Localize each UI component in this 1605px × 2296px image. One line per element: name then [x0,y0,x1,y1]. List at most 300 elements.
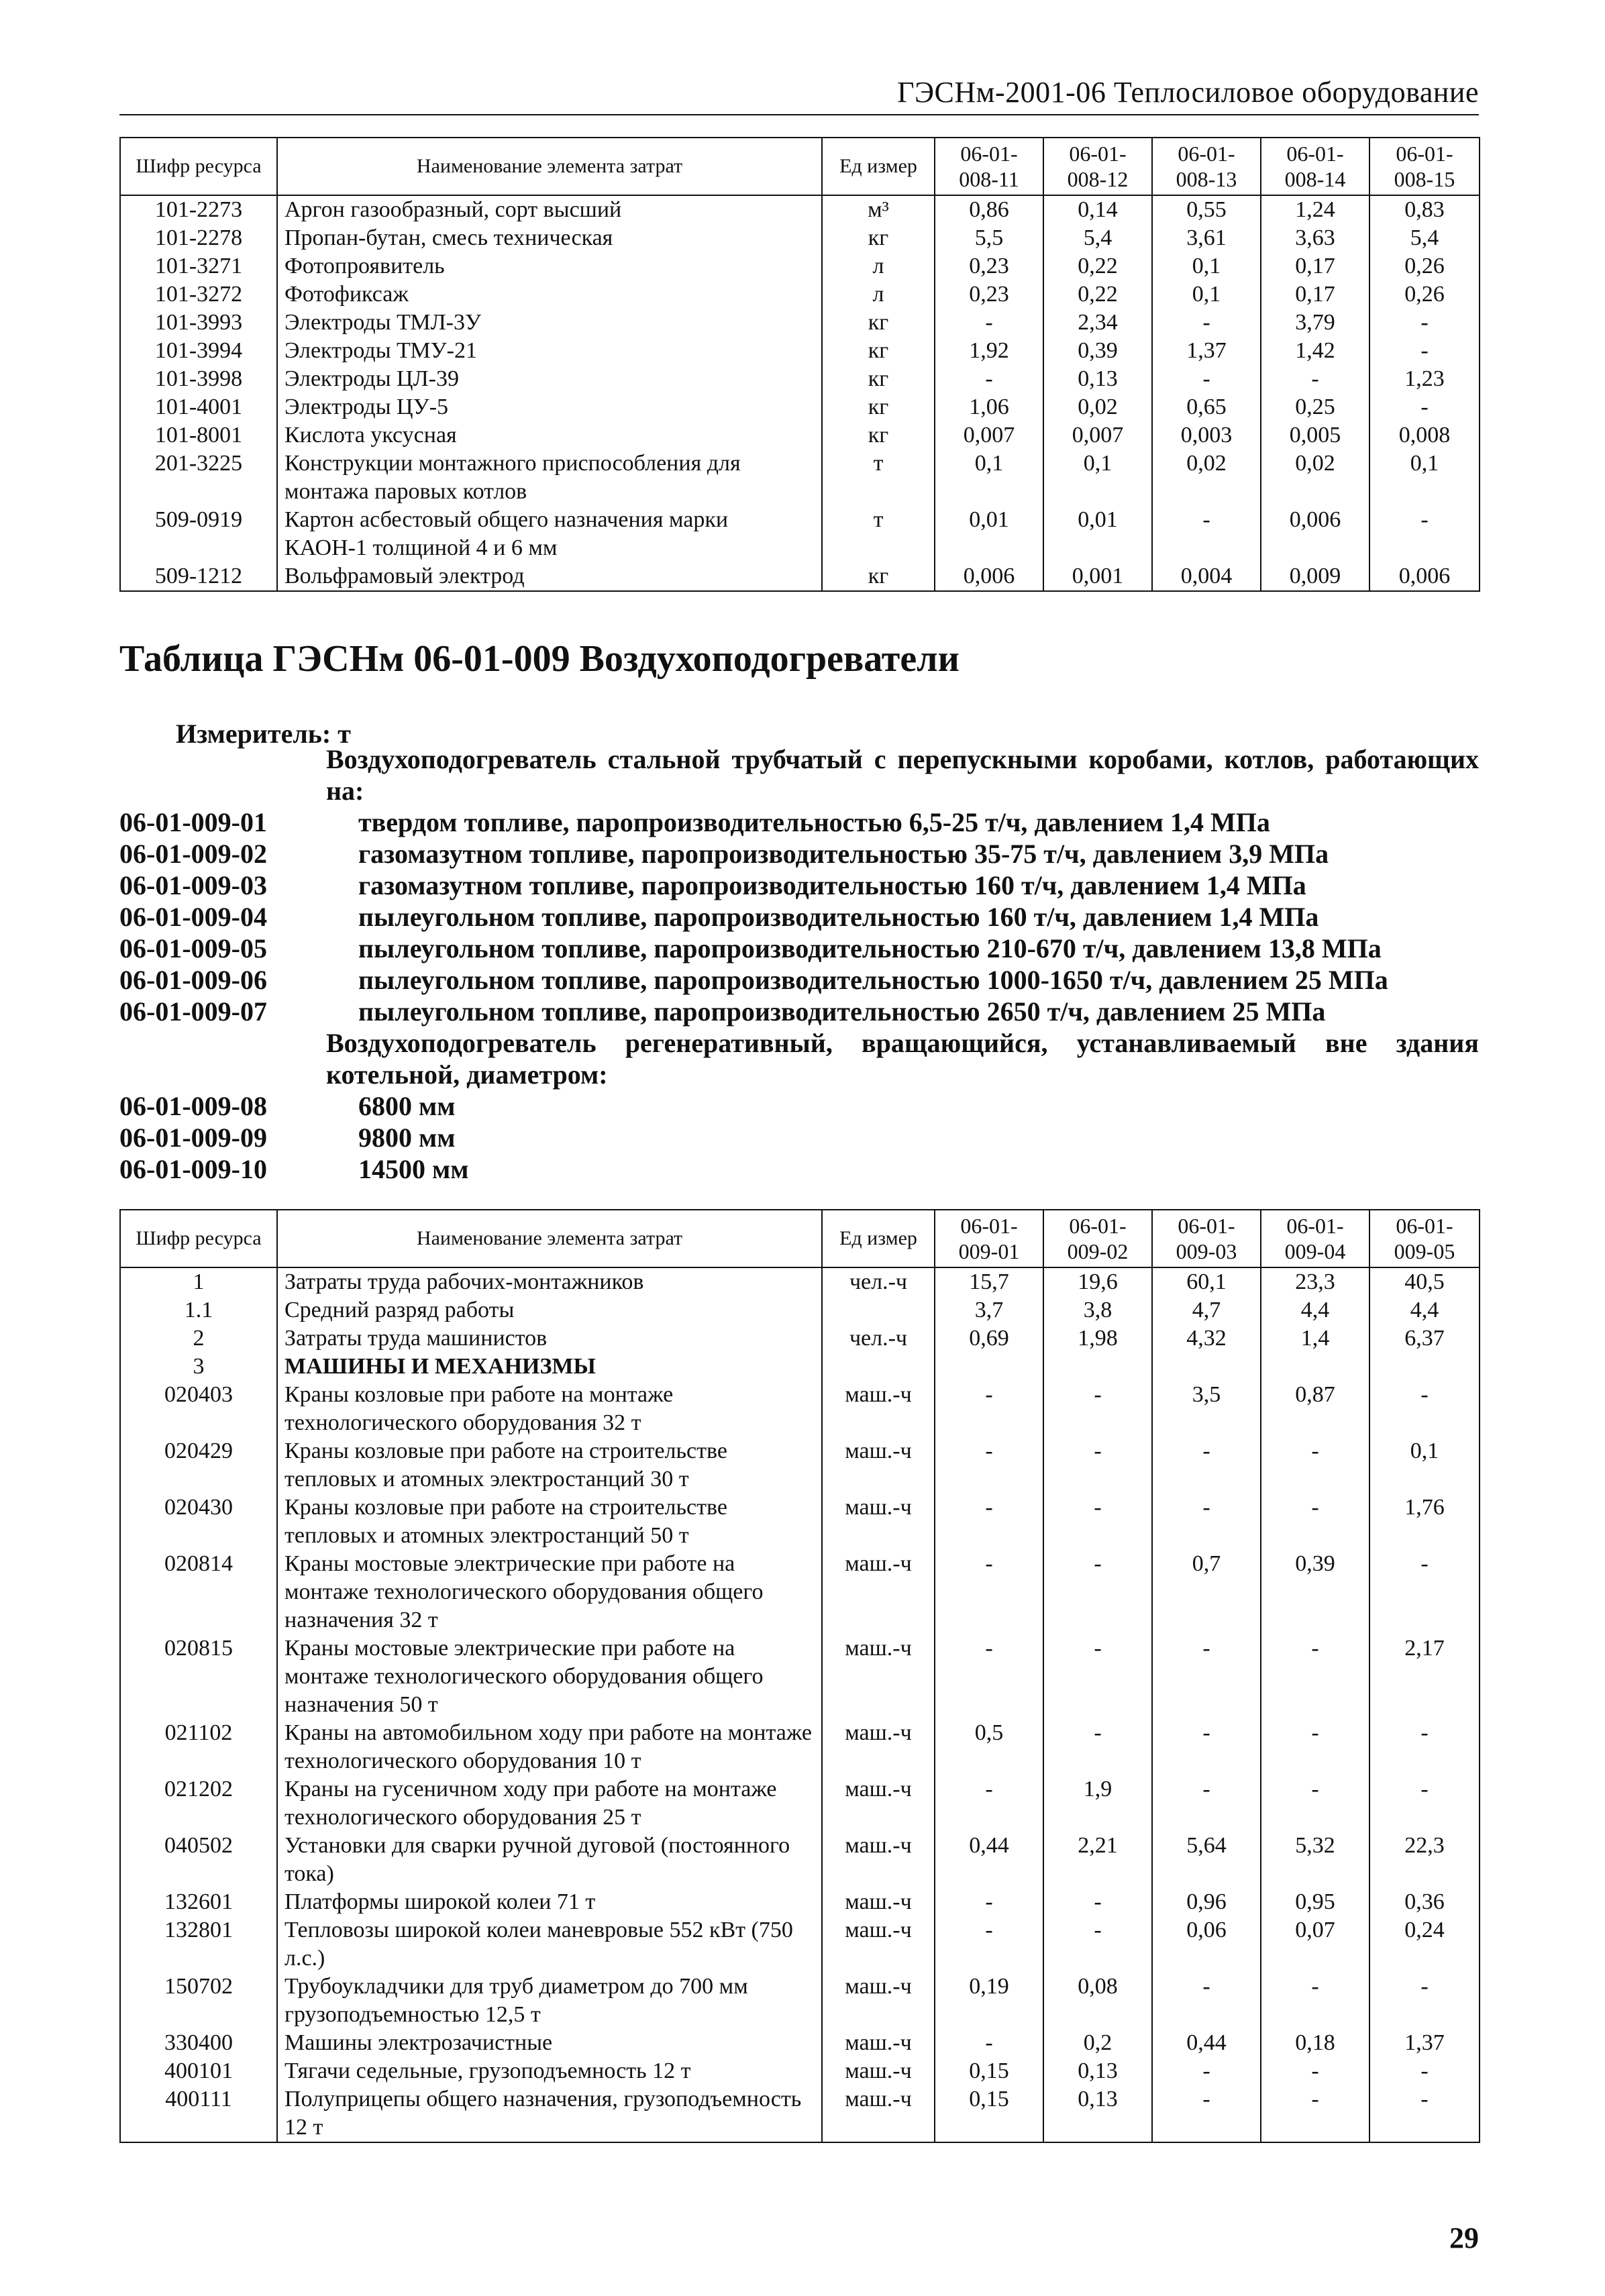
work-item-code: 06-01-009-01 [119,807,267,837]
row-value: 5,32 [1261,1832,1369,1888]
row-value: 5,5 [935,224,1043,252]
resources-table [119,1209,1480,2143]
row-value: - [1043,1550,1152,1634]
header-col: 06-01- 009-02 [1043,1210,1152,1267]
row-unit: маш.-ч [822,1719,935,1775]
table-row [120,1775,1480,1832]
row-value: 0,008 [1369,421,1480,450]
row-value: 0,26 [1369,280,1480,309]
row-name: Электроды ЦУ-5 [277,393,822,421]
row-value: 3,61 [1152,224,1261,252]
row-value: 0,01 [935,506,1043,562]
header-col: 06-01- 008-12 [1043,138,1152,195]
work-item-code: 06-01-009-09 [119,1123,267,1153]
row-name: Краны на гусеничном ходу при работе на монтаже технологического оборудования 25 т [277,1775,822,1832]
row-value: - [1152,1494,1261,1550]
row-value: - [935,1381,1043,1437]
row-value: - [1152,365,1261,393]
table-row [120,1719,1480,1775]
row-unit: кг [822,365,935,393]
row-unit [822,1353,935,1381]
row-value: 0,02 [1152,450,1261,506]
row-value: 0,007 [1043,421,1152,450]
row-name: Машины электрозачистные [277,2029,822,2057]
row-value: 0,44 [935,1832,1043,1888]
row-value: 1,92 [935,337,1043,365]
row-value: 0,02 [1043,393,1152,421]
row-value [935,1353,1043,1381]
work-item [119,901,1479,933]
row-code: 101-3994 [120,337,277,365]
header-col: 06-01- 008-15 [1369,138,1480,195]
row-code: 101-8001 [120,421,277,450]
work-item-text: 14500 мм [358,1154,469,1184]
row-name: Краны козловые при работе на строительстве тепловых и атомных электростанций 30 т [277,1437,822,1494]
row-name: Электроды ТМУ-21 [277,337,822,365]
work-item [119,1090,1479,1122]
row-name: Аргон газообразный, сорт высший [277,195,822,224]
work-item-code: 06-01-009-08 [119,1091,267,1121]
row-value: 0,17 [1261,252,1369,280]
row-code: 020815 [120,1634,277,1719]
table-row [120,1634,1480,1719]
row-value: - [1369,1775,1480,1832]
row-value: 0,36 [1369,1888,1480,1916]
header-col: 06-01- 009-03 [1152,1210,1261,1267]
row-value: 1,23 [1369,365,1480,393]
row-value: - [935,1550,1043,1634]
table-row [120,365,1480,393]
work-item-text: газомазутном топливе, паропроизводительностью 35-75 т/ч, давлением 3,9 МПа [358,839,1329,869]
work-item-code: 06-01-009-03 [119,870,267,900]
row-value: - [1043,1494,1152,1550]
row-value: - [1152,1437,1261,1494]
row-unit: маш.-ч [822,1381,935,1437]
header-col: 06-01- 008-13 [1152,138,1261,195]
work-description [119,743,1479,1185]
row-code: 021202 [120,1775,277,1832]
row-name: МАШИНЫ И МЕХАНИЗМЫ [277,1353,822,1381]
row-value: 0,22 [1043,280,1152,309]
row-unit: маш.-ч [822,2085,935,2142]
work-item-code: 06-01-009-04 [119,902,267,932]
row-code: 3 [120,1353,277,1381]
row-name: Пропан-бутан, смесь техническая [277,224,822,252]
row-value: 2,21 [1043,1832,1152,1888]
work-item-text: твердом топливе, паропроизводительностью 6,5-25 т/ч, давлением 1,4 МПа [358,807,1270,837]
row-code: 1 [120,1267,277,1296]
row-value: - [1043,1888,1152,1916]
row-value: 1,76 [1369,1494,1480,1550]
table-row [120,450,1480,506]
description-group: Воздухоподогреватель стальной трубчатый с перепускными коробами, котлов, работающих на: [326,744,1479,806]
row-value: 2,34 [1043,309,1152,337]
row-value: 0,86 [935,195,1043,224]
table-header-row [120,138,1480,195]
row-name: Платформы широкой колеи 71 т [277,1888,822,1916]
row-code: 330400 [120,2029,277,2057]
row-value: 0,22 [1043,252,1152,280]
table-row [120,506,1480,562]
row-value: 0,005 [1261,421,1369,450]
table-row [120,224,1480,252]
row-unit [822,1296,935,1324]
row-code: 020430 [120,1494,277,1550]
row-value: - [1369,2057,1480,2085]
row-value: 0,96 [1152,1888,1261,1916]
row-code: 400101 [120,2057,277,2085]
table-row [120,1550,1480,1634]
row-value: 0,55 [1152,195,1261,224]
row-value: - [1369,1719,1480,1775]
row-value: - [1152,2057,1261,2085]
row-value: - [935,1888,1043,1916]
row-value: 0,18 [1261,2029,1369,2057]
row-value: 6,37 [1369,1324,1480,1353]
row-value: 0,004 [1152,562,1261,591]
row-value: 4,7 [1152,1296,1261,1324]
row-unit: кг [822,393,935,421]
row-unit: т [822,506,935,562]
row-value: 1,37 [1369,2029,1480,2057]
table-row [120,1973,1480,2029]
row-unit: кг [822,562,935,591]
row-value: 0,07 [1261,1916,1369,1973]
row-value: 0,2 [1043,2029,1152,2057]
row-value: 3,63 [1261,224,1369,252]
row-value: - [1369,506,1480,562]
table-row [120,1888,1480,1916]
row-name: Установки для сварки ручной дуговой (постоянного тока) [277,1832,822,1888]
row-value: 1,37 [1152,337,1261,365]
table-row [120,337,1480,365]
row-unit: чел.-ч [822,1324,935,1353]
row-name: Кислота уксусная [277,421,822,450]
row-name: Тепловозы широкой колеи маневровые 552 кВт (750 л.с.) [277,1916,822,1973]
work-item [119,964,1479,996]
row-value: 0,25 [1261,393,1369,421]
row-value: 0,003 [1152,421,1261,450]
row-name: Картон асбестовый общего назначения марки КАОН-1 толщиной 4 и 6 мм [277,506,822,562]
row-value: 0,23 [935,252,1043,280]
row-code: 1.1 [120,1296,277,1324]
row-value: 1,98 [1043,1324,1152,1353]
work-item-code: 06-01-009-10 [119,1154,267,1184]
row-value [1043,1353,1152,1381]
row-code: 101-2278 [120,224,277,252]
row-value: 4,4 [1369,1296,1480,1324]
row-value: 2,17 [1369,1634,1480,1719]
row-value: 60,1 [1152,1267,1261,1296]
row-value: 0,1 [1043,450,1152,506]
row-value: - [1261,1719,1369,1775]
description-group: Воздухоподогреватель регенеративный, вращающийся, устанавливаемый вне здания котельной, диаметром: [326,1028,1479,1090]
row-name: Электроды ЦЛ-39 [277,365,822,393]
work-item-code: 06-01-009-06 [119,965,267,995]
row-unit: маш.-ч [822,1888,935,1916]
row-code: 040502 [120,1832,277,1888]
row-value: - [1261,1494,1369,1550]
row-value: 0,1 [1152,280,1261,309]
row-value: - [1261,1775,1369,1832]
row-unit: кг [822,309,935,337]
row-value: - [935,1634,1043,1719]
row-value: - [1261,1634,1369,1719]
row-value: - [1369,393,1480,421]
row-name: Фотопроявитель [277,252,822,280]
row-value: 0,1 [1369,1437,1480,1494]
row-value: - [1043,1634,1152,1719]
row-value: 0,13 [1043,2057,1152,2085]
row-unit: маш.-ч [822,2057,935,2085]
row-name: Краны мостовые электрические при работе на монтаже технологического оборудования общего назначения 50 т [277,1634,822,1719]
row-value: 1,42 [1261,337,1369,365]
work-item-text: пылеугольном топливе, паропроизводительностью 2650 т/ч, давлением 25 МПа [358,996,1326,1027]
header-col: 06-01- 008-14 [1261,138,1369,195]
row-value: 1,24 [1261,195,1369,224]
row-unit: маш.-ч [822,1775,935,1832]
row-value: - [1369,2085,1480,2142]
row-value: 0,006 [1261,506,1369,562]
row-code: 101-3998 [120,365,277,393]
row-value: 0,39 [1261,1550,1369,1634]
row-value: - [935,1775,1043,1832]
row-value: 4,32 [1152,1324,1261,1353]
materials-table [119,137,1480,592]
row-value [1152,1353,1261,1381]
table-row [120,1832,1480,1888]
row-unit: л [822,280,935,309]
section-title: Таблица ГЭСНм 06-01-009 Воздухоподогреватели [119,638,960,680]
row-name: Краны козловые при работе на монтаже технологического оборудования 32 т [277,1381,822,1437]
table-row [120,2057,1480,2085]
row-code: 132601 [120,1888,277,1916]
row-value: 0,01 [1043,506,1152,562]
row-name: Тягачи седельные, грузоподъемность 12 т [277,2057,822,2085]
row-value: 0,5 [935,1719,1043,1775]
work-item [119,838,1479,870]
row-value: 0,1 [1369,450,1480,506]
row-value: 1,4 [1261,1324,1369,1353]
row-value: 0,44 [1152,2029,1261,2057]
row-value: - [935,309,1043,337]
work-item-text: 9800 мм [358,1123,456,1153]
row-value: 0,1 [935,450,1043,506]
row-code: 400111 [120,2085,277,2142]
table-row [120,2085,1480,2142]
row-unit: т [822,450,935,506]
work-item-code: 06-01-009-07 [119,996,267,1027]
row-value: 0,65 [1152,393,1261,421]
row-name: Краны мостовые электрические при работе на монтаже технологического оборудования общего назначения 32 т [277,1550,822,1634]
row-value: 15,7 [935,1267,1043,1296]
work-item [119,870,1479,901]
row-unit: маш.-ч [822,1437,935,1494]
table-row [120,2029,1480,2057]
page-number: 29 [1449,2222,1479,2254]
row-value: 0,06 [1152,1916,1261,1973]
row-value: 5,4 [1369,224,1480,252]
row-value: 0,19 [935,1973,1043,2029]
row-value: 0,001 [1043,562,1152,591]
row-value: 0,69 [935,1324,1043,1353]
row-value: - [1043,1437,1152,1494]
row-value: - [1152,1634,1261,1719]
row-value: 22,3 [1369,1832,1480,1888]
work-item-text: пылеугольном топливе, паропроизводительностью 1000-1650 т/ч, давлением 25 МПа [358,965,1388,995]
row-value: - [1152,2085,1261,2142]
row-name: Электроды ТМЛ-3У [277,309,822,337]
row-value: - [935,1494,1043,1550]
row-code: 101-3271 [120,252,277,280]
table-row [120,252,1480,280]
row-value: - [1152,1719,1261,1775]
row-value: - [1043,1916,1152,1973]
table-row [120,1324,1480,1353]
row-unit: маш.-ч [822,1494,935,1550]
row-value: - [1043,1719,1152,1775]
header-code: Шифр ресурса [120,138,277,195]
row-value [1261,1353,1369,1381]
row-unit: маш.-ч [822,1832,935,1888]
row-value: 0,23 [935,280,1043,309]
row-name: Трубоукладчики для труб диаметром до 700 мм грузоподъемностью 12,5 т [277,1973,822,2029]
row-value: 0,006 [935,562,1043,591]
table-row [120,1494,1480,1550]
row-unit: маш.-ч [822,1634,935,1719]
row-unit: л [822,252,935,280]
row-code: 150702 [120,1973,277,2029]
row-code: 509-1212 [120,562,277,591]
header-code: Шифр ресурса [120,1210,277,1267]
row-value: - [935,1437,1043,1494]
row-unit: кг [822,421,935,450]
row-value: - [1261,2057,1369,2085]
row-value: 3,79 [1261,309,1369,337]
row-code: 509-0919 [120,506,277,562]
row-value: 3,5 [1152,1381,1261,1437]
header-name: Наименование элемента затрат [277,138,822,195]
table-row [120,1353,1480,1381]
row-code: 021102 [120,1719,277,1775]
row-value: 0,006 [1369,562,1480,591]
work-item [119,1122,1479,1153]
row-value: 1,06 [935,393,1043,421]
table-row [120,562,1480,591]
row-code: 020403 [120,1381,277,1437]
row-value: - [1152,1973,1261,2029]
row-name: Краны на автомобильном ходу при работе на монтаже технологического оборудования 10 т [277,1719,822,1775]
row-value: 0,87 [1261,1381,1369,1437]
row-code: 020814 [120,1550,277,1634]
work-item-text: газомазутном топливе, паропроизводительностью 160 т/ч, давлением 1,4 МПа [358,870,1306,900]
row-name: Вольфрамовый электрод [277,562,822,591]
meter-label: Измеритель: т [176,719,351,749]
row-value: - [1369,1973,1480,2029]
row-name: Фотофиксаж [277,280,822,309]
table-row [120,309,1480,337]
row-value: 0,24 [1369,1916,1480,1973]
table-header-row [120,1210,1480,1267]
row-value: 19,6 [1043,1267,1152,1296]
table-row [120,421,1480,450]
table-row [120,1381,1480,1437]
row-value: 0,007 [935,421,1043,450]
table-row [120,1267,1480,1296]
row-value: 5,4 [1043,224,1152,252]
header-unit: Ед измер [822,1210,935,1267]
row-unit: м³ [822,195,935,224]
row-unit: маш.-ч [822,1550,935,1634]
row-unit: маш.-ч [822,1973,935,2029]
row-value: 0,39 [1043,337,1152,365]
row-name: Средний разряд работы [277,1296,822,1324]
running-header: ГЭСНм-2001-06 Теплосиловое оборудование [897,76,1479,109]
row-value: 5,64 [1152,1832,1261,1888]
work-item-code: 06-01-009-05 [119,933,267,963]
row-value: - [1369,337,1480,365]
row-value: 0,26 [1369,252,1480,280]
row-value: - [1261,365,1369,393]
row-value: 3,8 [1043,1296,1152,1324]
row-value: 0,08 [1043,1973,1152,2029]
header-col: 06-01- 009-05 [1369,1210,1480,1267]
row-value: - [1261,1437,1369,1494]
work-item-text: пылеугольном топливе, паропроизводительностью 160 т/ч, давлением 1,4 МПа [358,902,1319,932]
row-name: Затраты труда машинистов [277,1324,822,1353]
row-value: - [935,2029,1043,2057]
row-value: 1,9 [1043,1775,1152,1832]
row-value: 0,7 [1152,1550,1261,1634]
table-row [120,1916,1480,1973]
header-rule [119,114,1479,115]
row-value: 0,009 [1261,562,1369,591]
row-value: - [935,365,1043,393]
header-col: 06-01- 009-01 [935,1210,1043,1267]
row-value: 40,5 [1369,1267,1480,1296]
row-value: - [1043,1381,1152,1437]
row-code: 101-3272 [120,280,277,309]
work-item [119,996,1479,1027]
row-value: - [1261,1973,1369,2029]
table-row [120,393,1480,421]
row-value: 0,14 [1043,195,1152,224]
row-value: 0,1 [1152,252,1261,280]
row-value: 0,15 [935,2057,1043,2085]
header-unit: Ед измер [822,138,935,195]
row-code: 132801 [120,1916,277,1973]
row-value: - [1152,506,1261,562]
row-value: - [935,1916,1043,1973]
row-value: 4,4 [1261,1296,1369,1324]
row-unit: маш.-ч [822,1916,935,1973]
table-row [120,280,1480,309]
row-code: 101-4001 [120,393,277,421]
row-code: 201-3225 [120,450,277,506]
table-row [120,1296,1480,1324]
row-code: 020429 [120,1437,277,1494]
row-unit: кг [822,224,935,252]
row-value [1369,1353,1480,1381]
header-col: 06-01- 008-11 [935,138,1043,195]
work-item-code: 06-01-009-02 [119,839,267,869]
work-item [119,1153,1479,1185]
row-unit: кг [822,337,935,365]
row-name: Краны козловые при работе на строительстве тепловых и атомных электростанций 50 т [277,1494,822,1550]
row-code: 101-2273 [120,195,277,224]
row-name: Затраты труда рабочих-монтажников [277,1267,822,1296]
row-value: - [1261,2085,1369,2142]
